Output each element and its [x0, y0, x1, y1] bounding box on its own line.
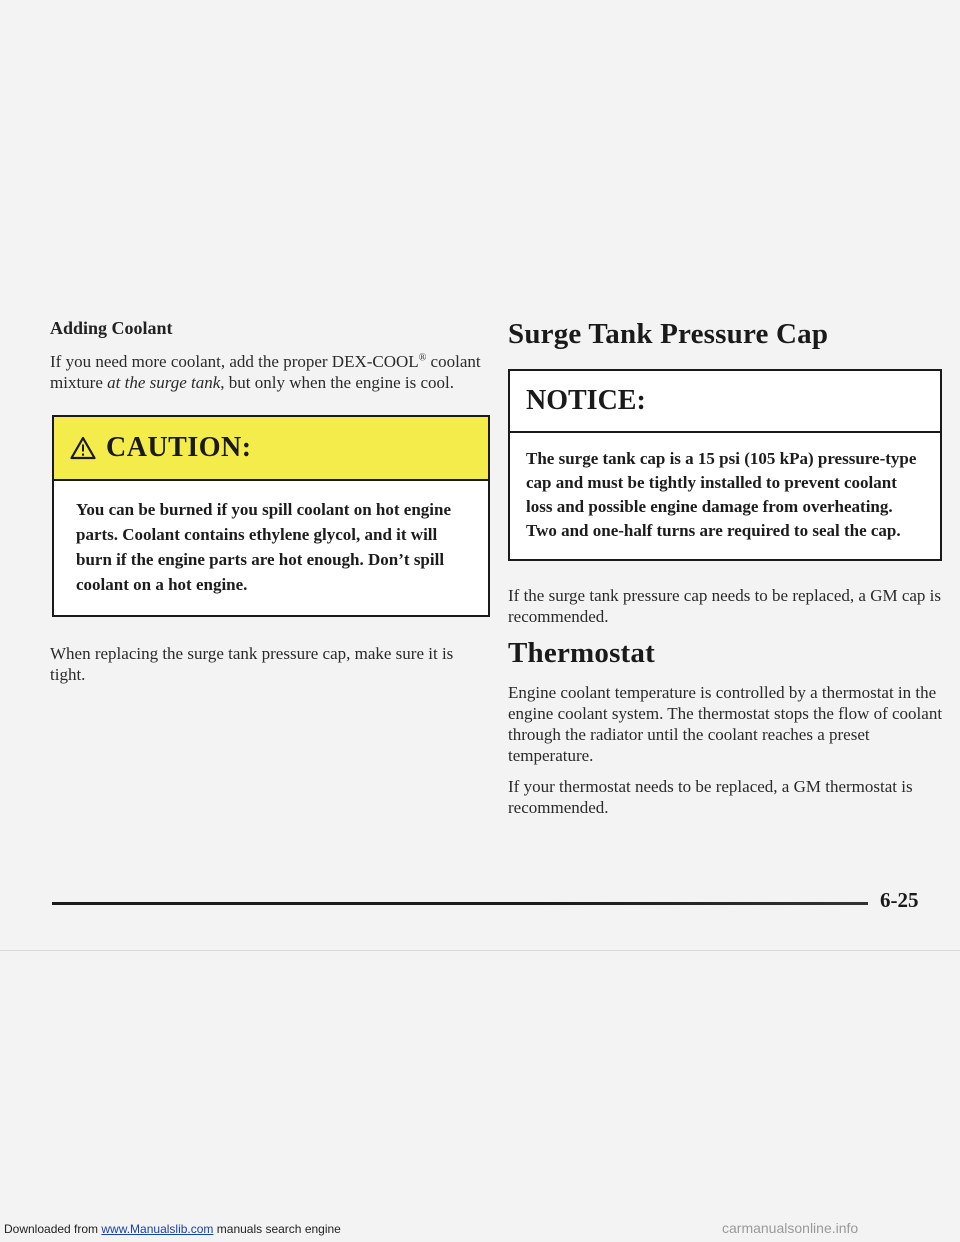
notice-box — [508, 369, 942, 561]
caution-text: You can be burned if you spill coolant on hot engine parts. Coolant contains ethylene glycol, and it will burn if the engine parts are hot enough. Don’t spill coolant on a hot engine. — [76, 500, 452, 594]
para-text: If you need more coolant, add the proper DEX-COOL — [50, 352, 419, 371]
para-emphasis: at the surge tank — [107, 373, 221, 392]
replacing-cap-paragraph: When replacing the surge tank pressure cap, make sure it is tight. — [50, 644, 454, 684]
surge-tank-heading: Surge Tank Pressure Cap — [508, 318, 829, 350]
thermostat-replace-paragraph: If your thermostat needs to be replaced, a GM thermostat is recommended. — [508, 777, 913, 817]
adding-coolant-heading: Adding Coolant — [50, 318, 173, 338]
para-text: , but only when the engine is cool. — [220, 373, 455, 392]
registered-mark: ® — [418, 352, 427, 364]
left-column — [50, 318, 490, 695]
attribution-text: Downloaded from — [4, 1222, 102, 1236]
footer-rule — [52, 902, 868, 905]
notice-title: NOTICE: — [526, 385, 646, 416]
thermostat-heading: Thermostat — [508, 637, 655, 669]
faint-divider — [0, 950, 960, 951]
warning-triangle-icon — [70, 436, 96, 460]
right-column — [508, 318, 948, 828]
caution-box — [52, 415, 490, 617]
para-text: coolant mixture — [50, 352, 481, 392]
caution-header — [54, 417, 488, 481]
watermark-text: carmanualsonline.info — [722, 1220, 859, 1236]
notice-header — [510, 371, 940, 433]
caution-title: CAUTION: — [106, 432, 252, 463]
thermostat-paragraph: Engine coolant temperature is controlled by a thermostat in the engine coolant system. The thermostat stops the flow of coolant through the radiator until the coolant reaches a preset temperature. — [508, 683, 943, 765]
adding-coolant-paragraph — [50, 351, 490, 393]
manualslib-link[interactable]: www.Manualslib.com — [101, 1222, 214, 1236]
notice-text: The surge tank cap is a 15 psi (105 kPa) pressure-type cap and must be tightly installed to prevent coolant loss and possible engine damage from overheating. Two and one-half turns are required to seal the cap. — [526, 449, 917, 540]
download-attribution — [4, 1222, 341, 1236]
gm-cap-paragraph: If the surge tank pressure cap needs to be replaced, a GM cap is recommended. — [508, 586, 942, 626]
attribution-text: manuals search engine — [213, 1222, 341, 1236]
page-number: 6-25 — [880, 888, 919, 912]
